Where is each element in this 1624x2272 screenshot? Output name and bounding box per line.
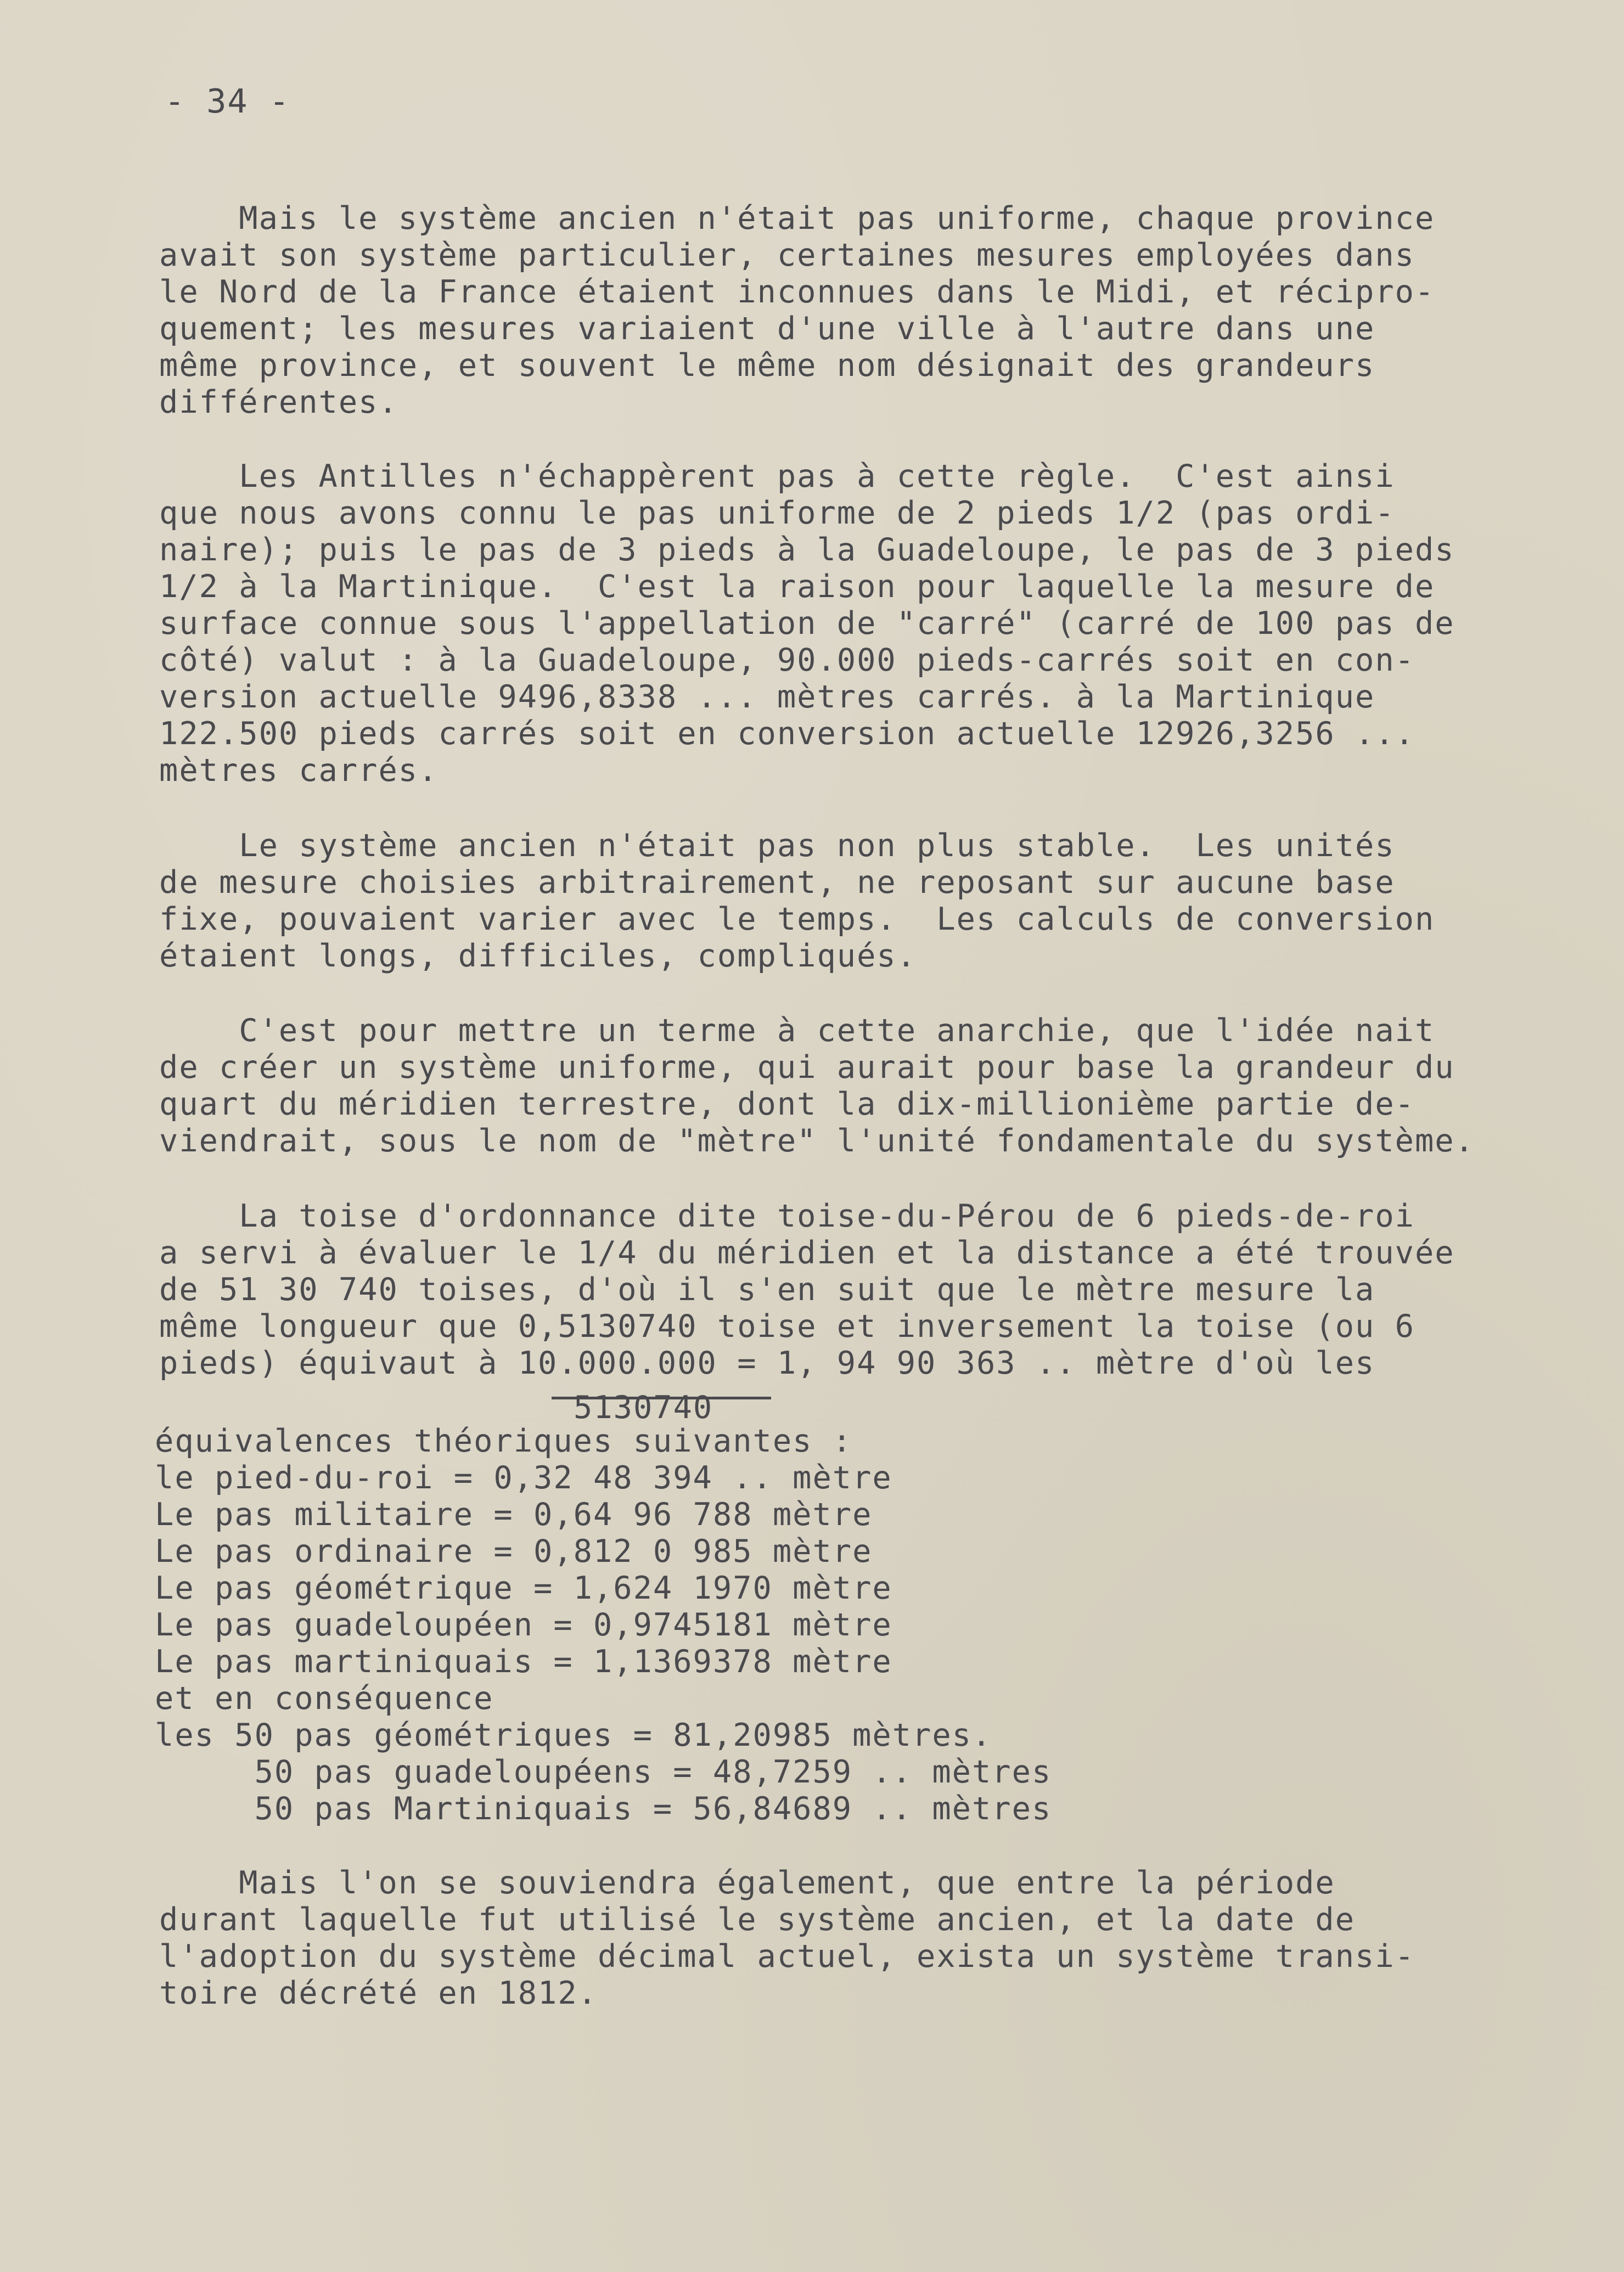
- text-line: durant laquelle fut utilisé le système ancien, et la date de: [159, 1902, 1356, 1938]
- text-line: équivalences théoriques suivantes :: [155, 1423, 853, 1459]
- text-line: Le pas martiniquais = 1,1369378 mètre: [155, 1644, 892, 1680]
- text-line: différentes.: [159, 384, 398, 420]
- text-line: même province, et souvent le même nom désignait des grandeurs: [159, 347, 1375, 384]
- text-line: de créer un système uniforme, qui aurait pour base la grandeur du: [159, 1049, 1455, 1086]
- text-line: toire décrété en 1812.: [159, 1975, 598, 2011]
- text-line: Le pas géométrique = 1,624 1970 mètre: [155, 1570, 892, 1606]
- text-line: et en conséquence: [155, 1680, 494, 1717]
- text-line: mètres carrés.: [159, 752, 439, 789]
- text-line: quart du méridien terrestre, dont la dix-millionième partie de-: [159, 1086, 1415, 1122]
- text-line: Le pas militaire = 0,64 96 788 mètre: [155, 1497, 873, 1533]
- text-line: de 51 30 740 toises, d'où il s'en suit que le mètre mesure la: [159, 1272, 1375, 1308]
- text-line: viendrait, sous le nom de "mètre" l'unité fondamentale du système.: [159, 1123, 1475, 1159]
- text-line: le pied-du-roi = 0,32 48 394 .. mètre: [155, 1460, 892, 1496]
- text-line: a servi à évaluer le 1/4 du méridien et la distance a été trouvée: [159, 1235, 1455, 1271]
- text-line: même longueur que 0,5130740 toise et inversement la toise (ou 6: [159, 1308, 1415, 1345]
- text-line: surface connue sous l'appellation de "carré" (carré de 100 pas de: [159, 605, 1455, 642]
- text-line: les 50 pas géométriques = 81,20985 mètres.: [155, 1717, 992, 1753]
- text-line: C'est pour mettre un terme à cette anarchie, que l'idée nait: [159, 1013, 1435, 1049]
- text-line: de mesure choisies arbitrairement, ne reposant sur aucune base: [159, 864, 1395, 901]
- page-number: - 34 -: [165, 82, 290, 121]
- text-line: 50 pas Martiniquais = 56,84689 .. mètres: [155, 1791, 1052, 1827]
- text-line: côté) valut : à la Guadeloupe, 90.000 pieds-carrés soit en con-: [159, 642, 1415, 678]
- text-line: Le système ancien n'était pas non plus stable. Les unités: [159, 828, 1395, 864]
- text-line: Les Antilles n'échappèrent pas à cette règle. C'est ainsi: [159, 458, 1395, 494]
- text-line: l'adoption du système décimal actuel, exista un système transi-: [159, 1938, 1415, 1975]
- text-line: le Nord de la France étaient inconnues dans le Midi, et récipro-: [159, 274, 1435, 310]
- text-line: Mais l'on se souviendra également, que entre la période: [159, 1865, 1335, 1901]
- text-line: que nous avons connu le pas uniforme de 2 pieds 1/2 (pas ordi-: [159, 495, 1395, 531]
- text-line: étaient longs, difficiles, compliqués.: [159, 938, 917, 974]
- text-line: La toise d'ordonnance dite toise-du-Pérou de 6 pieds-de-roi: [159, 1198, 1415, 1234]
- text-line: fixe, pouvaient varier avec le temps. Les calculs de conversion: [159, 901, 1435, 937]
- text-line: pieds) équivaut à 10.000.000 = 1, 94 90 363 .. mètre d'où les: [159, 1345, 1375, 1381]
- fraction-denominator: 5130740: [574, 1390, 713, 1426]
- text-line: quement; les mesures variaient d'une ville à l'autre dans une: [159, 311, 1375, 347]
- text-line: avait son système particulier, certaines mesures employées dans: [159, 237, 1415, 273]
- text-line: Le pas ordinaire = 0,812 0 985 mètre: [155, 1533, 873, 1570]
- text-line: Mais le système ancien n'était pas uniforme, chaque province: [159, 200, 1435, 237]
- text-line: version actuelle 9496,8338 ... mètres carrés. à la Martinique: [159, 679, 1375, 715]
- text-line: 122.500 pieds carrés soit en conversion actuelle 12926,3256 ...: [159, 716, 1415, 752]
- text-line: 50 pas guadeloupéens = 48,7259 .. mètres: [155, 1754, 1052, 1790]
- text-line: Le pas guadeloupéen = 0,9745181 mètre: [155, 1607, 892, 1643]
- text-line: naire); puis le pas de 3 pieds à la Guadeloupe, le pas de 3 pieds: [159, 532, 1455, 568]
- text-line: 1/2 à la Martinique. C'est la raison pour laquelle la mesure de: [159, 569, 1435, 605]
